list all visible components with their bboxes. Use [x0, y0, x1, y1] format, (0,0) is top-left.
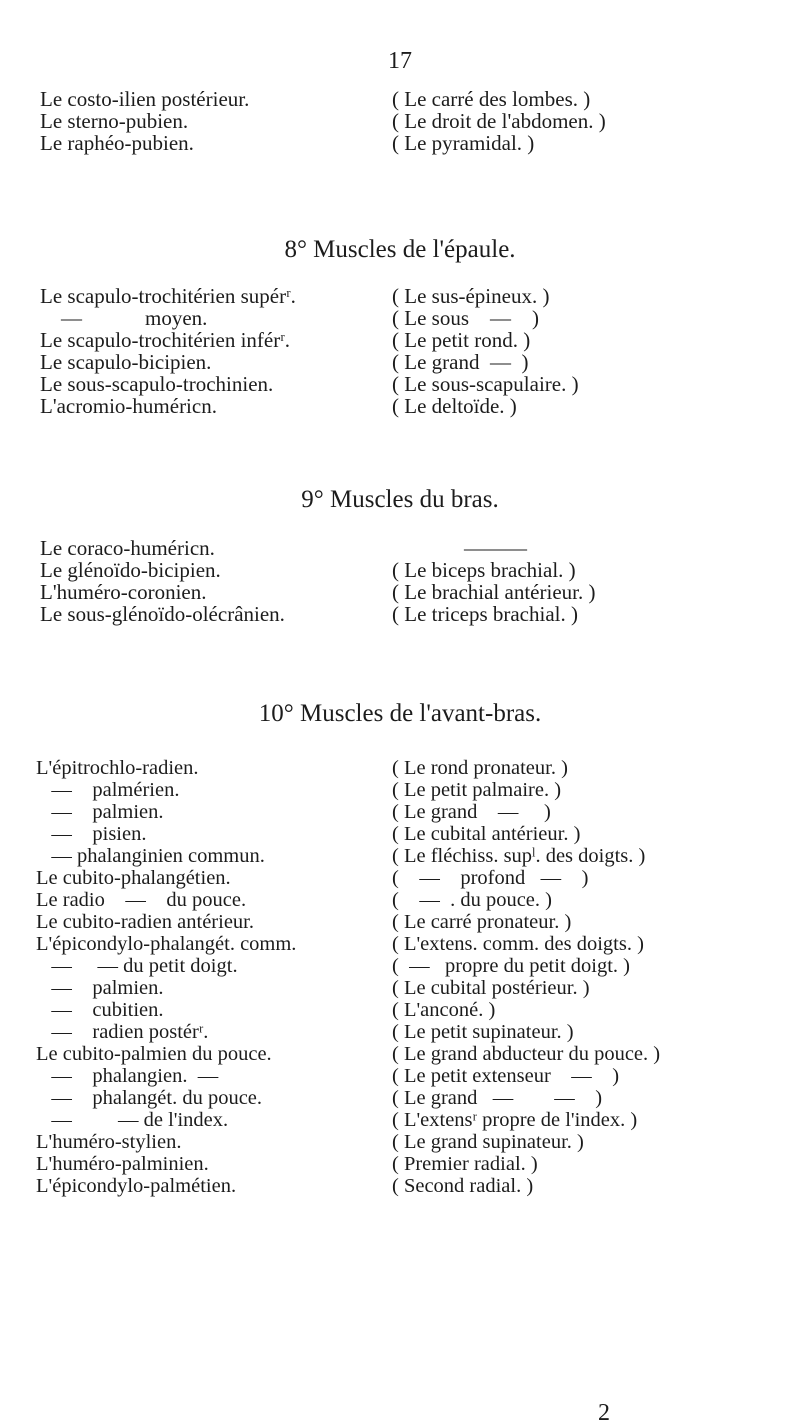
text-line: ( Le petit extenseur — ): [392, 1065, 620, 1087]
text-line: ( Second radial. ): [392, 1175, 534, 1197]
text-line: L'acromio-huméricn.: [40, 394, 217, 418]
text-line: Le cubito-phalangétien.: [36, 867, 231, 889]
section-9-right-column: [392, 537, 595, 625]
text-line: ( Le petit palmaire. ): [392, 779, 562, 801]
text-line: Le costo-ilien postérieur.: [40, 87, 250, 111]
text-line: L'épicondylo-palmétien.: [36, 1175, 237, 1197]
text-line: — phalangét. du pouce.: [36, 1087, 263, 1109]
text-line: Le coraco-huméricn.: [40, 536, 215, 560]
page-number: 17: [388, 48, 412, 74]
text-line: Le radio — du pouce.: [36, 889, 247, 911]
text-line: ( Le grand — ): [392, 801, 551, 823]
text-line: — — du petit doigt.: [36, 955, 238, 977]
text-line: Le cubito-palmien du pouce.: [36, 1043, 272, 1065]
text-line: ( Le petit rond. ): [392, 328, 531, 352]
block1-right-column: [392, 88, 606, 154]
text-line: — phalanginien commun.: [36, 845, 265, 867]
text-line: Le cubito-radien antérieur.: [36, 911, 254, 933]
text-line: ( L'anconé. ): [392, 999, 496, 1021]
text-line: Le glénoïdo-bicipien.: [40, 558, 221, 582]
text-line: ( Premier radial. ): [392, 1153, 538, 1175]
text-line: ( Le cubital antérieur. ): [392, 823, 581, 845]
text-line: — phalangien. —: [36, 1065, 219, 1087]
text-line: — palmien.: [36, 801, 164, 823]
text-line: ( — propre du petit doigt. ): [392, 955, 630, 977]
text-line: ( Le rond pronateur. ): [392, 757, 568, 779]
text-line: Le sterno-pubien.: [40, 109, 189, 133]
dash-placeholder: ———: [464, 536, 527, 560]
section-9-left-column: [40, 537, 285, 625]
text-line: ( Le petit supinateur. ): [392, 1021, 574, 1043]
text-line: ( Le grand — ): [392, 350, 529, 374]
text-line: — — de l'index.: [36, 1109, 229, 1131]
text-line: ( L'extens. comm. des doigts. ): [392, 933, 644, 955]
text-line: ( Le carré des lombes. ): [392, 87, 591, 111]
text-line: ( Le cubital postérieur. ): [392, 977, 590, 999]
text-line: L'huméro-palminien.: [36, 1153, 209, 1175]
section-8-title: 8° Muscles de l'épaule.: [284, 236, 516, 263]
text-line: ( — . du pouce. ): [392, 889, 552, 911]
text-line: ( Le fléchiss. supˡ. des doigts. ): [392, 845, 646, 867]
section-8-left-column: [40, 285, 296, 417]
text-line: — palmérien.: [36, 779, 180, 801]
text-line: ( Le sus-épineux. ): [392, 284, 550, 308]
text-line: ( Le grand supinateur. ): [392, 1131, 584, 1153]
text-line: ( Le grand abducteur du pouce. ): [392, 1043, 661, 1065]
text-line: ( Le droit de l'abdomen. ): [392, 109, 606, 133]
section-10-title: 10° Muscles de l'avant-bras.: [258, 700, 542, 727]
text-line: — palmien.: [36, 977, 164, 999]
text-line: Le scapulo-trochitérien inférʳ.: [40, 328, 291, 352]
text-line: ( Le biceps brachial. ): [392, 558, 576, 582]
text-line: Le sous-glénoïdo-olécrânien.: [40, 602, 285, 626]
section-10-right-column: [392, 757, 660, 1197]
text-line: ( Le sous — ): [392, 306, 539, 330]
text-line: ( Le brachial antérieur. ): [392, 580, 596, 604]
block1-left-column: [40, 88, 249, 154]
text-line: Le scapulo-bicipien.: [40, 350, 212, 374]
text-line: Le sous-scapulo-trochinien.: [40, 372, 274, 396]
text-line: ( Le triceps brachial. ): [392, 602, 578, 626]
text-line: ( Le grand — — ): [392, 1087, 603, 1109]
text-line: ( Le deltoïde. ): [392, 394, 517, 418]
text-line: L'épitrochlo-radien.: [36, 757, 199, 779]
text-line: ( Le sous-scapulaire. ): [392, 372, 579, 396]
signature-mark: 2: [598, 1400, 610, 1426]
text-line: ( Le carré pronateur. ): [392, 911, 572, 933]
section-9-title: 9° Muscles du bras.: [301, 486, 499, 513]
text-line: ( — profond — ): [392, 867, 589, 889]
text-line: ( Le pyramidal. ): [392, 131, 535, 155]
text-line: Le raphéo-pubien.: [40, 131, 194, 155]
text-line: — moyen.: [40, 306, 208, 330]
text-line: — cubitien.: [36, 999, 164, 1021]
text-line: Le scapulo-trochitérien supérʳ.: [40, 284, 296, 308]
text-line: — pisien.: [36, 823, 147, 845]
text-line: — radien postérʳ.: [36, 1021, 209, 1043]
text-line: ( L'extensʳ propre de l'index. ): [392, 1109, 638, 1131]
section-10-left-column: [36, 757, 296, 1197]
section-8-right-column: [392, 285, 579, 417]
text-line: L'épicondylo-phalangét. comm.: [36, 933, 297, 955]
text-line: L'huméro-stylien.: [36, 1131, 182, 1153]
text-line: L'huméro-coronien.: [40, 580, 207, 604]
